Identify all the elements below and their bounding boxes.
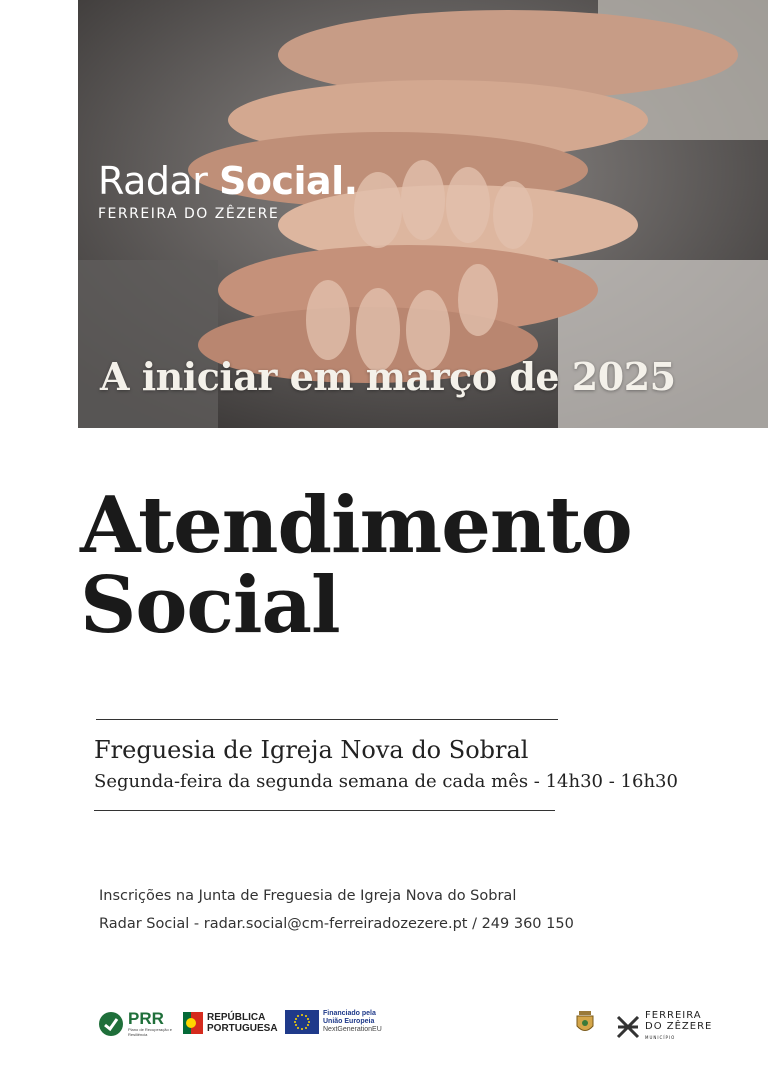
title-line-2: Social	[80, 560, 340, 651]
registration-text: Inscrições na Junta de Freguesia de Igreja Nova do Sobral	[99, 888, 517, 904]
start-date-tagline: A iniciar em março de 2025	[100, 354, 676, 399]
cm-line-3: MUNICÍPIO	[645, 1035, 676, 1040]
hero-image	[78, 0, 768, 428]
divider-bottom	[94, 810, 555, 811]
eu-funding-logo	[285, 1010, 382, 1034]
municipality-logo	[615, 1010, 712, 1043]
portugal-flag-icon	[183, 1010, 203, 1036]
rp-line-2: PORTUGUESA	[207, 1023, 278, 1034]
eu-line-1: Financiado pela	[323, 1010, 376, 1017]
cm-line-2: DO ZÊZERE	[645, 1021, 713, 1032]
prr-logo	[98, 1010, 178, 1037]
cm-line-1: FERREIRA	[645, 1010, 702, 1021]
brand-title	[98, 160, 358, 202]
crest-icon	[574, 1010, 596, 1036]
title-line-1: Atendimento	[80, 480, 632, 571]
prr-emblem-icon	[98, 1011, 124, 1037]
brand-title-bold: Social.	[218, 159, 358, 203]
rp-line-1: REPÚBLICA	[207, 1012, 266, 1023]
sponsor-logos	[0, 1010, 768, 1060]
page-title	[80, 480, 740, 651]
prr-subtitle: Plano de Recuperação e Resiliência	[128, 1027, 173, 1037]
prr-word: PRR	[128, 1009, 164, 1028]
parish-crest-logo	[574, 1010, 596, 1036]
radar-social-logo	[98, 160, 358, 222]
session-place: Freguesia de Igreja Nova do Sobral	[94, 736, 529, 764]
divider-top	[96, 719, 558, 720]
republica-portuguesa-logo	[183, 1010, 278, 1036]
eu-flag-icon	[285, 1010, 319, 1034]
session-schedule: Segunda-feira da segunda semana de cada mês - 14h30 - 16h30	[94, 771, 678, 792]
eu-line-2: União Europeia	[323, 1018, 375, 1025]
contact-text: Radar Social - radar.social@cm-ferreiradozezere.pt / 249 360 150	[99, 916, 574, 932]
brand-title-light: Radar	[98, 159, 219, 203]
contact-info	[99, 882, 574, 938]
brand-subtitle: FERREIRA DO ZÊZERE	[98, 206, 280, 222]
eu-line-3: NextGenerationEU	[323, 1026, 382, 1033]
municipality-emblem-icon	[615, 1014, 641, 1040]
